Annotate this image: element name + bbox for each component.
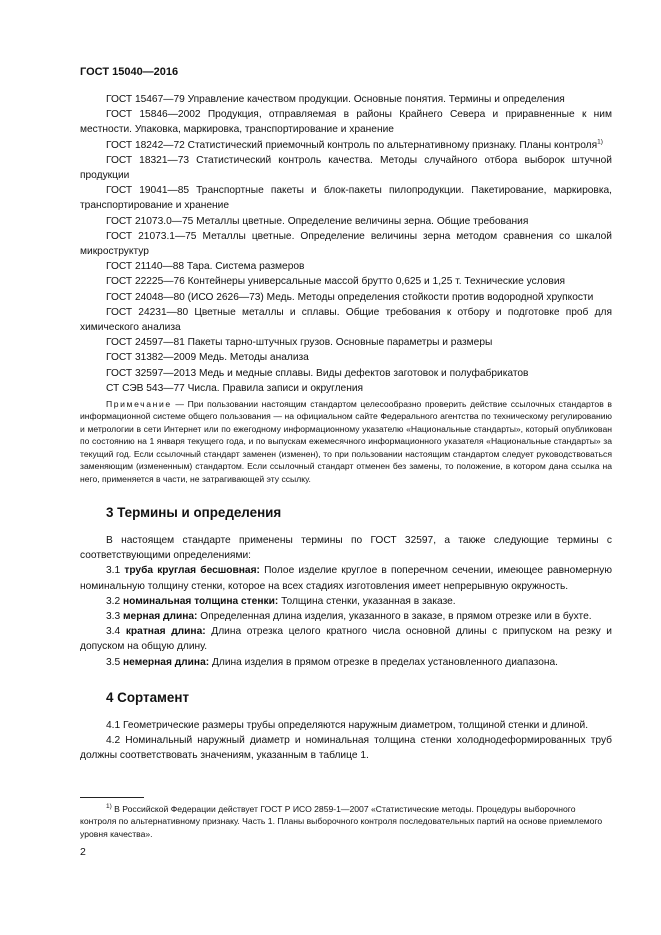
page-number: 2 (80, 846, 86, 858)
reference-text: ГОСТ 21140—88 Тара. Система размеров (106, 261, 305, 273)
term-number: 3.2 (106, 595, 121, 607)
term-text: Полое изделие круглое в поперечном сечении, имеющее равномерную номинальную толщину стенки, которое на всех стадиях изготовления имеет непрерывную окружность. (80, 565, 612, 592)
page-body (80, 92, 612, 763)
reference-item (80, 366, 612, 381)
term-number: 3.3 (106, 610, 121, 622)
term-name: немерная длина: (123, 656, 210, 668)
term-name: номинальная толщина стенки: (123, 595, 279, 607)
normative-references-list (80, 92, 612, 396)
section-4-paragraph-2: 4.2 Номинальный наружный диаметр и номинальная толщина стенки холоднодеформированных труб должны соответствовать значениям, указанным в таблице 1. (80, 734, 612, 762)
term-definition (80, 609, 612, 624)
reference-text: ГОСТ 21073.1—75 Металлы цветные. Определение величины зерна методом сравнения со шкалой микроструктур (80, 230, 612, 258)
term-number: 3.4 (106, 626, 121, 638)
footnote-reference: 1) (597, 138, 603, 146)
reference-item (80, 138, 612, 153)
reference-text: ГОСТ 19041—85 Транспортные пакеты и блок-пакеты пилопродукции. Пакетирование, маркировка, транспортирование и хранение (80, 185, 612, 212)
footnote-text: В Российской Федерации действует ГОСТ Р ИСО 2859-1—2007 «Статистические методы. Процедуры выборочного контроля по альтернативному признаку. Часть 1. Планы выборочного контроля последовательных партий на основе приемлемого уровня качества». (80, 804, 603, 839)
note-label: Примечание (106, 399, 172, 410)
term-number: 3.1 (106, 565, 121, 577)
term-number: 3.5 (106, 656, 121, 668)
reference-item (80, 290, 612, 305)
section-3-heading: 3 Термины и определения (106, 504, 282, 520)
reference-item (80, 214, 612, 229)
term-text: Толщина стенки, указанная в заказе. (281, 595, 456, 607)
reference-item (80, 335, 612, 350)
reference-item (80, 305, 612, 335)
term-definition (80, 655, 612, 670)
reference-text: ГОСТ 15467—79 Управление качеством продукции. Основные понятия. Термины и определения (106, 94, 565, 105)
reference-item (80, 92, 612, 107)
term-definition (80, 624, 612, 654)
reference-item (80, 274, 612, 289)
term-name: мерная длина: (123, 610, 198, 622)
reference-item (80, 229, 612, 259)
footnote-separator (80, 797, 144, 798)
running-header: ГОСТ 15040—2016 (80, 66, 179, 78)
reference-text: ГОСТ 18321—73 Статистический контроль качества. Методы случайного отбора выборок штучной продукции (80, 154, 612, 182)
reference-item (80, 381, 612, 396)
reference-text: ГОСТ 18242—72 Статистический приемочный контроль по альтернативному признаку. Планы контроля (106, 139, 598, 151)
section-3-intro: В настоящем стандарте применены термины по ГОСТ 32597, а также следующие термины с соответствующими определениями: (80, 534, 612, 562)
reference-item (80, 153, 612, 183)
term-text: Определенная длина изделия, указанного в заказе, в прямом отрезке или в бухте. (200, 610, 592, 622)
reference-item (80, 107, 612, 137)
reference-text: ГОСТ 24231—80 Цветные металлы и сплавы. Общие требования к отбору и подготовке проб для химического анализа (80, 306, 612, 334)
note-text: — При пользовании настоящим стандартом целесообразно проверить действие ссылочных стандартов в информационной системе общего пользования — на официальном сайте Федерального агентства по техническому регулированию и метрологии в сети Интернет или по ежегодному информационному указателю «Национальные стандарты», который опубликован по состоянию на 1 января текущего года, и по выпускам ежемесячного информационного указателя «Национальные стандарты» за текущий год. Если ссылочный стандарт заменен (изменен), то при пользовании настоящим стандартом следует руководствоваться заменяющим (измененным) стандартом. Если ссылочный стандарт отменен без замены, то положение, в котором дана ссылка на него, применяется в части, не затрагивающей эту ссылку. (80, 399, 612, 484)
note-paragraph (80, 398, 612, 485)
term-text: Длина отрезка целого кратного числа основной длины с припуском на резку и допуском на общую длину. (80, 626, 612, 653)
terms-list (80, 563, 612, 669)
term-name: труба круглая бесшовная: (124, 565, 260, 577)
term-definition (80, 594, 612, 609)
reference-text: ГОСТ 15846—2002 Продукция, отправляемая в районы Крайнего Севера и приравненные к ним местности. Упаковка, маркировка, транспортирование и хранение (80, 109, 612, 136)
footnote-mark: 1) (106, 803, 112, 811)
section-4-paragraph-1: 4.1 Геометрические размеры трубы определяются наружным диаметром, толщиной стенки и длиной. (106, 719, 589, 731)
term-definition (80, 563, 612, 593)
reference-text: ГОСТ 24048—80 (ИСО 2626—73) Медь. Методы определения стойкости против водородной хрупкости (106, 291, 594, 303)
reference-text: СТ СЭВ 543—77 Числа. Правила записи и округления (106, 382, 364, 394)
reference-text: ГОСТ 32597—2013 Медь и медные сплавы. Виды дефектов заготовок и полуфабрикатов (106, 367, 529, 379)
reference-item (80, 350, 612, 365)
reference-item (80, 183, 612, 213)
reference-item (80, 259, 612, 274)
term-name: кратная длина: (125, 626, 206, 638)
reference-text: ГОСТ 31382—2009 Медь. Методы анализа (106, 352, 309, 364)
reference-text: ГОСТ 24597—81 Пакеты тарно-штучных грузов. Основные параметры и размеры (106, 337, 493, 349)
section-4-heading: 4 Сортамент (106, 689, 190, 705)
reference-text: ГОСТ 21073.0—75 Металлы цветные. Определение величины зерна. Общие требования (106, 215, 529, 227)
reference-text: ГОСТ 22225—76 Контейнеры универсальные массой брутто 0,625 и 1,25 т. Технические условия (106, 276, 566, 288)
footnote (80, 803, 612, 840)
term-text: Длина изделия в прямом отрезке в пределах установленного диапазона. (211, 656, 558, 668)
